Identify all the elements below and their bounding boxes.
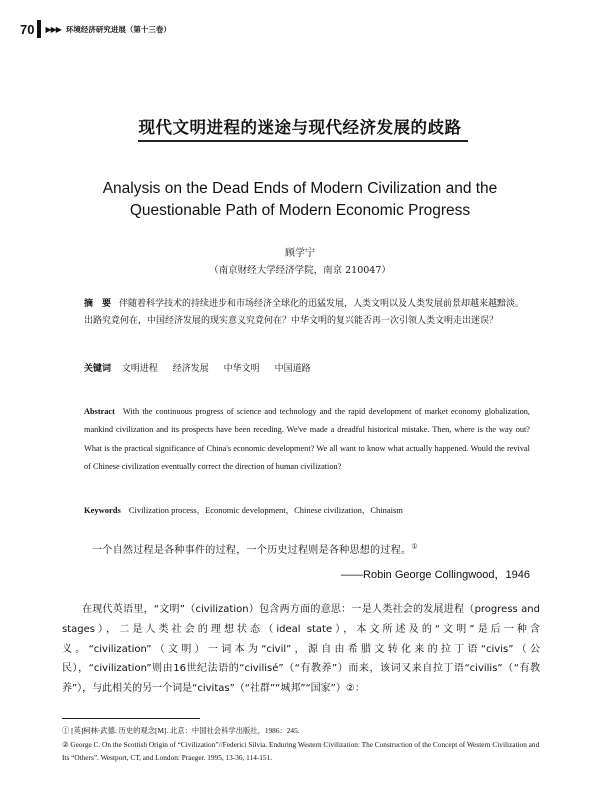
title-underline — [138, 140, 468, 142]
epigraph-source: ——Robin George Collingwood，1946 — [341, 569, 530, 581]
keywords-cn — [84, 361, 323, 374]
title-en-line-2: Questionable Path of Modern Economic Progress — [129, 202, 471, 219]
footnote-1: ① [英]柯林·武德. 历史的观念[M]. 北京：中国社会科学出版社，1986：245. — [62, 726, 300, 735]
author: 顾学宁 — [285, 248, 315, 259]
running-header — [20, 20, 171, 38]
series-title: 环境经济研究进展（第十三卷） — [65, 24, 171, 34]
footnote-2: ② George C. On the Scottish Origin of “Civilization”//Federici Silvia. Enduring Western Civilization: The Construction of the Concept of Western Civilization and Its “Others”. Westport, CT, and London: Praeger. 1995, 13-36, 114-151. — [62, 740, 540, 762]
abstract-cn-text: 伴随着科学技术的持续进步和市场经济全球化的迅猛发展，人类文明以及人类发展前景却越来越黯淡。出路究竟何在，中国经济发展的现实意义究竟何在？中华文明的复兴能否再一次引领人类文明走出迷误？ — [84, 299, 525, 326]
footnote-divider — [62, 718, 200, 719]
keyword-cn: 经济发展 — [172, 364, 209, 374]
abstract-cn-label: 摘 要 — [84, 299, 112, 309]
keywords-en-text: Civilization process，Economic development，Chinese civilization，Chinaism — [128, 505, 403, 515]
keyword-cn: 文明进程 — [121, 364, 158, 374]
header-bar — [37, 20, 41, 38]
abstract-en-text: With the continuous progress of science and technology and the rapid development of market economy globalization, mankind civilization and its prospects have been receding. We've made a dreadful historical mistake. Then, where is the way out? What is the practical significance of China's economic development? We all want to know what actually happened. Would the revival of Chinese civilization eventually correct the direction of human civilization? — [84, 407, 530, 472]
page-number: 70 — [20, 21, 35, 37]
keywords-en-label: Keywords — [84, 505, 121, 515]
keyword-cn: 中华文明 — [223, 364, 260, 374]
abstract-en-label: Abstract — [84, 407, 115, 416]
keyword-cn: 中国道路 — [274, 364, 311, 374]
article-title-en — [40, 178, 560, 222]
keywords-en — [84, 504, 403, 516]
title-en-line-1: Analysis on the Dead Ends of Modern Civilization and the — [102, 180, 498, 197]
epigraph — [92, 541, 418, 556]
arrow-icon: ▶▶▶ — [45, 24, 61, 34]
affiliation: （南京财经大学经济学院，南京 210047） — [209, 265, 391, 276]
footnote-ref: ① — [411, 542, 418, 551]
body-paragraph: 在现代英语里，“文明”（civilization）包含两方面的意思：一是人类社会的发展进程（progress and stages），二是人类社会的理想状态（ideal state），本文所述及的“文明”是后一种含义。“civilization”（文明）一词本为“civil”，源自由希腊文转化来的拉丁语“civis”（公民），“civilization”则由16世纪法语的“civilisé”（“有教养”）而来，该词又来自拉丁语“civilis”（“有教养”），与此相关的另一个词是“civitas”（“社群”“城邦”“国家”）②： — [62, 604, 540, 695]
abstract-en — [84, 403, 530, 477]
abstract-cn — [84, 296, 530, 329]
article-title-cn: 现代文明进程的迷途与现代经济发展的歧路 — [138, 118, 462, 137]
keywords-cn-label: 关键词 — [84, 364, 112, 374]
epigraph-text: 一个自然过程是各种事件的过程，一个历史过程则是各种思想的过程。 — [92, 545, 412, 556]
